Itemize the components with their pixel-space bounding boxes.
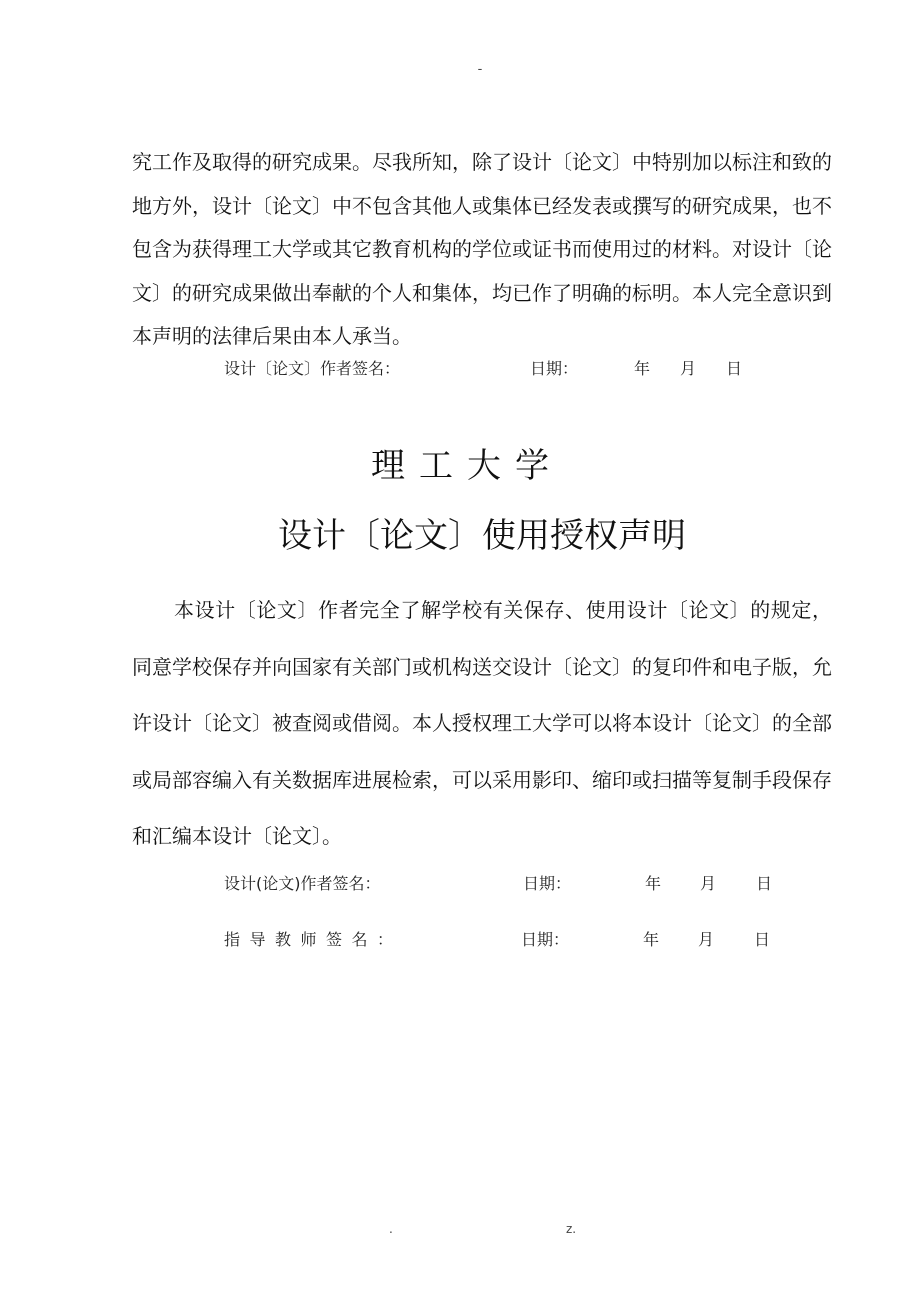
footer-left-mark: . [389,1222,393,1236]
author-signature-label: 设计(论文)作者签名： [224,874,381,893]
declaration-title: 设计〔论文〕使用授权声明 [278,516,686,556]
footer-right-mark: z. [566,1222,577,1236]
day-label: 日 [754,930,771,949]
authorization-paragraph: 本设计〔论文〕作者完全了解学校有关保存、使用设计〔论文〕的规定，同意学校保存并向国家有关部门或机构送交设计〔论文〕的复印件和电子版，允许设计〔论文〕被查阅或借阅。本人授权理工大学可以将本设计〔论文〕的全部或局部容编入有关数据库进展检索，可以采用影印、缩印或扫描等复制手段保存和汇编本设计〔论文〕。 [132,598,832,848]
day-label: 日 [756,874,773,893]
year-label: 年 [643,930,660,949]
advisor-signature-label: 指导教师签名： [224,930,403,949]
header-mark: - [477,62,483,77]
date-label: 日期： [530,359,579,378]
month-label: 月 [698,930,715,949]
author-signature-label: 设计〔论文〕作者签名： [224,359,401,378]
year-label: 年 [645,874,662,893]
date-label: 日期： [521,930,570,949]
university-title: 理工大学 [371,446,563,486]
year-label: 年 [634,359,651,378]
date-label: 日期： [523,874,572,893]
day-label: 日 [726,359,743,378]
month-label: 月 [700,874,717,893]
originality-paragraph: 究工作及取得的研究成果。尽我所知，除了设计〔论文〕中特别加以标注和致的地方外，设计〔论文〕中不包含其他人或集体已经发表或撰写的研究成果，也不包含为获得理工大学或其它教育机构的学位或证书而使用过的材料。对设计〔论文〕的研究成果做出奉献的个人和集体，均已作了明确的标明。本人完全意识到本声明的法律后果由本人承当。 [132,150,832,348]
month-label: 月 [680,359,697,378]
